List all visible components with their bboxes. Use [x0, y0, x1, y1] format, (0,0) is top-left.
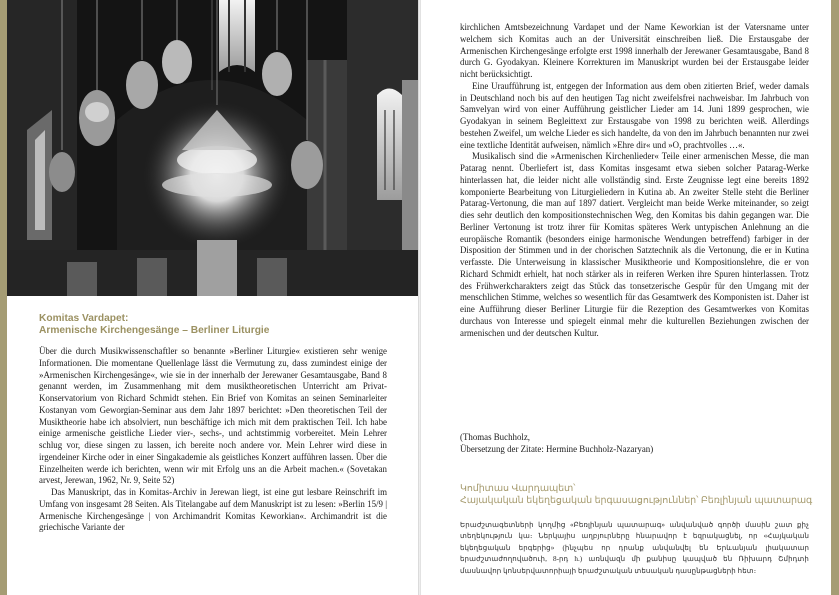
paragraph: Musikalisch sind die »Armenischen Kirchenlieder« Teile einer armenischen Messe, die man Patarag nennt. Überliefert ist, dass Komitas insgesamt etwa sieben solcher Patarag-Werke hinterlassen hat, die leider nicht alle vollständig sind. Erste Zeugnisse legt eine bereits 1892 komponierte Bearbeitung von Liturgieliedern in Kutina ab. An zweiter Stelle steht die Berliner Patarag-Vertonung, die man auf 1897 datiert. Vergleicht man beide Werke miteinander, so zeigt dies sehr deutlich den kompositionstechnischen Weg, den Komitas bis dahin gegangen war. Die Berliner Vertonung ist trotz ihrer für Komitas späteres Werk untypischen Anlehnung an die europäische Romantik (besonders einige harmonische Wendungen betreffend) farbiger in der Disposition der Stimmen und in der chorischen Satztechnik als die Vertonung, die er in Kutina verfasste. Die Unterweisung in klassischer Musiktheorie und Kompositionslehre, die er von Richard Schmidt erhielt, hat noch stärker als in reiferen Werken ihre Spuren hinterlassen. Trotz des Frühwerkcharakters zeigt das Stück das tonsetzerische Gespür für den Umgang mit der menschlichen Stimme, welches so wesentlich für das Gesamtwerk des Komponisten ist. Daher ist eine Aufführung dieser Berliner Liturgie für die Rezeption des Gesamtwerkes von Komitas durchaus von Interesse und spiegelt einmal mehr die kulturellen Beziehungen zwischen der armenischen und der deutschen Kultur.: [460, 151, 809, 338]
paragraph: Über die durch Musikwissenschaftler so benannte »Berliner Liturgie« existieren sehr wenige Informationen. Die momentane Quellenlage lässt die Vermutung zu, dass zumindest einige der »Armenischen Kirchengesänge«, wie sie in der innerhalb der Jerewaner Gesamtausgabe, Band 8 genannt werden, im Zusammenhang mit dem musiktheoretischen Unterricht am Privat-Konservatorium von Richard Schmidt stehen. Ein Brief von Komitas an seinen Seminarleiter Kostanyan vom Geworgian-Seminar aus dem Jahr 1897 berichtet: »Den theoretischen Teil der Musiktheorie habe ich absolviert, nun beschäftige ich mich mit dem praktischen Teil. Ich habe einige armenische geistliche Lieder vier-, sechs-, und achtstimmig vorbereitet. Mein Lehrer schlug vor, diese singen zu lassen, ich bereite noch andere vor. Mein Lehrer wird diese in irgendeiner Kirche oder in einer Singakademie als geistliches Konzert aufführen lassen. Über die Einzelheiten werde ich berichten, wenn wir mit Erfolg uns an die Arbeit machen.« (Sovetakan arvest, Jerewan, 1962, Nr. 9, Seite 52): [39, 346, 387, 486]
paragraph: Das Manuskript, das in Komitas-Archiv in Jerewan liegt, ist eine gut lesbare Reinschrift im Umfang von insgesamt 28 Seiten. Als Titelangabe auf dem Manuskript ist zu lesen: »Berlin 15/9 | Armenische Kirchengesänge | von Archimandrit Komitas Keworkian«. Archimandrit ist die griechische Variante der: [39, 487, 387, 533]
paragraph: Eine Uraufführung ist, entgegen der Information aus dem oben zitierten Brief, weder damals in Deutschland noch bis auf den heutigen Tag nicht zweifelsfrei nachweisbar. Im Jahrbuch von Samvelyan wird von einer Aufführung geistlicher Lieder am 14. Juni 1899 gesprochen, wie Gyodakyan in seinem Begleittext zur Erstausgabe von 1998 zu berichten weiß. Allerdings bestehen Zweifel, um welche Lieder es sich handelte, da von den im Jahrbuch benannten nur zwei eine textliche Identität aufweisen, nämlich »Ehre dir« und »O, prachtvolles …«.: [460, 80, 809, 150]
heading-line-1: Komitas Vardapet:: [39, 313, 129, 324]
church-interior-photo: [7, 0, 418, 296]
armenian-paragraph: Երաժշտագետների կողմից «Բեռլինյան պատարագ» անվանված գործի մասին շատ քիչ տեղեկություն կա։ Ներկայիս աղբյուրները հնարավոր է եզրակացնել, որ «Հայկական եկեղեցական երգերից» (ինչպես որ դրանք անվանվել են Երևանյան լիակատար երաժշտաժողովածուի, 8-րդ h.) առնվազն մի քանիսը կապված են Ռիխարդ Շմիդտի մասնավոր կոնսերվատորիայի երաժշտական տեսական դասընթացների հետ։: [460, 521, 809, 575]
left-body-text: [39, 346, 387, 534]
armenian-heading: [460, 482, 812, 506]
paragraph: kirchlichen Amtsbezeichnung Vardapet und der Name Keworkian ist der Vatersname unter welchem sich Komitas auch an der Universität einschreiben ließ. Die Erstausgabe der Armenischen Kirchengesänge erfolgte erst 1998 innerhalb der Jerewaner Gesamtausgabe, Band 8 durch G. Gyodakyan. Kleinere Korrekturen im Manuskript wurden bei der Erstausgabe leider nicht berücksichtigt.: [460, 22, 809, 79]
right-page: [421, 0, 831, 595]
armenian-heading-line-1: Կոմիտաս Վարդապետ՝: [460, 482, 576, 493]
armenian-heading-line-2: Հայակական եկեղեցական երգասացություններ՝ Բեռլինյան պատարագ: [460, 494, 813, 505]
armenian-body-text: [460, 520, 809, 577]
article-heading: [39, 313, 269, 337]
heading-line-2: Armenische Kirchengesänge – Berliner Liturgie: [39, 325, 270, 336]
right-body-text: [460, 22, 809, 339]
credit-author: (Thomas Buchholz,: [460, 432, 530, 442]
left-page: [7, 0, 418, 595]
translator-credit: [460, 432, 809, 456]
credit-translator: Übersetzung der Zitate: Hermine Buchholz-Nazaryan): [460, 443, 654, 454]
